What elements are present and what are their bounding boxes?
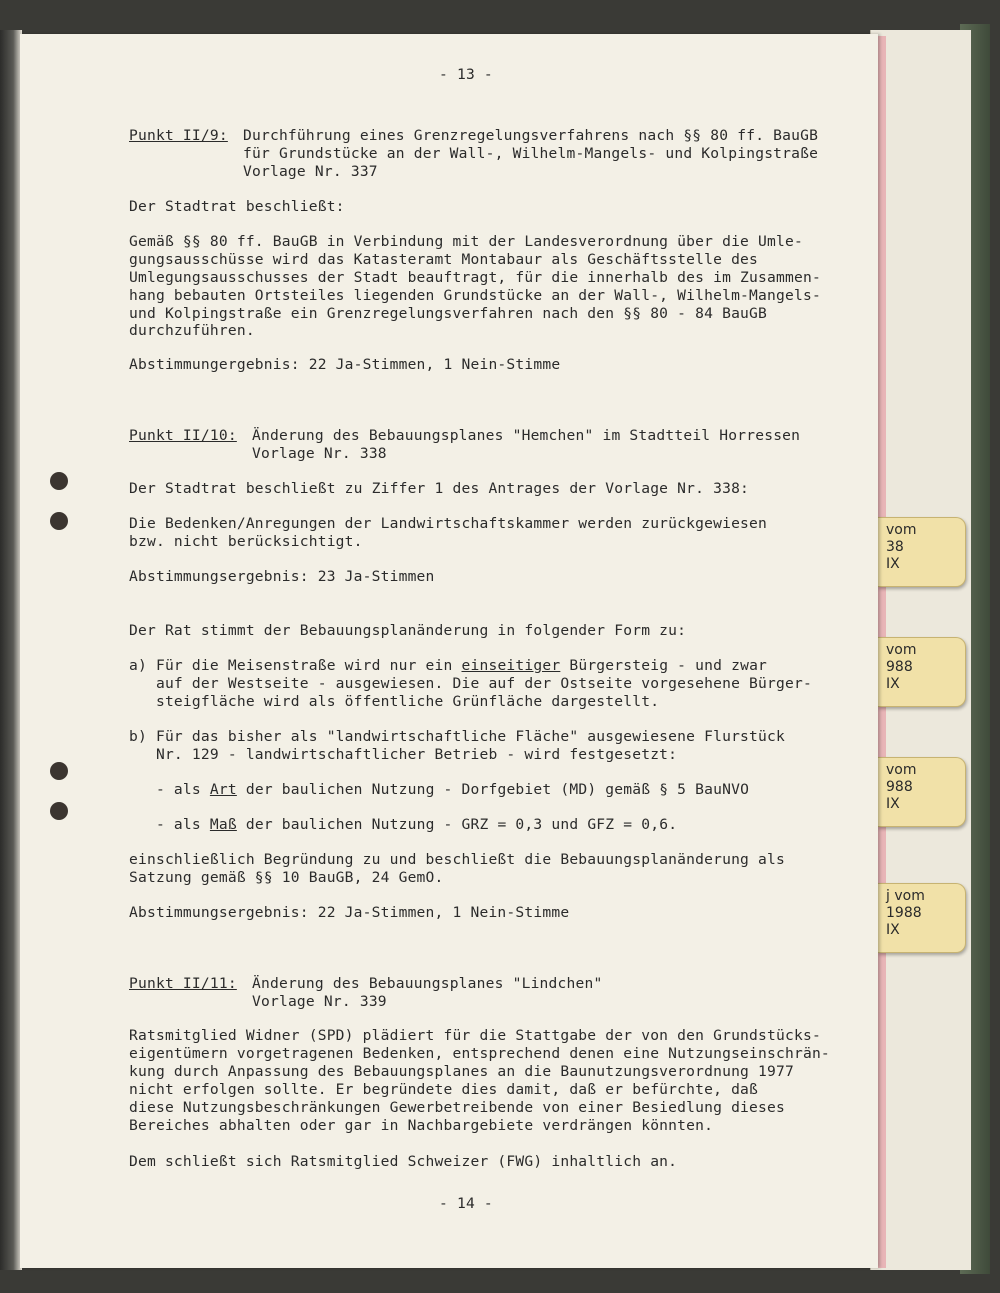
section-label: Punkt II/10:: [129, 427, 237, 444]
section-title-line: Vorlage Nr. 339: [252, 993, 387, 1010]
vote-result: Abstimmungsergebnis: 22 Ja-Stimmen, 1 Nein-Stimme: [129, 904, 570, 921]
sticky-tab-4: [878, 883, 966, 953]
resolution-intro: Der Stadtrat beschließt zu Ziffer 1 des Antrages der Vorlage Nr. 338:: [129, 480, 750, 497]
section-title-line: Vorlage Nr. 338: [252, 445, 387, 462]
sticky-tab-2: [878, 637, 966, 707]
sticky-tab-3: [878, 757, 966, 827]
body-line: Ratsmitglied Widner (SPD) plädiert für die Stattgabe der von den Grundstücks-: [129, 1027, 821, 1044]
section-label: Punkt II/11:: [129, 975, 237, 992]
page-number-bottom: - 14 -: [439, 1195, 493, 1212]
body-line: durchzuführen.: [129, 322, 255, 339]
item-b-line-2: Nr. 129 - landwirtschaftlicher Betrieb - wird festgesetzt:: [129, 746, 678, 763]
tab-text-line: 38: [886, 539, 904, 555]
sticky-tab-1: [878, 517, 966, 587]
text-fragment: Bürgersteig - und zwar: [560, 657, 768, 674]
vote-result: Abstimmungergebnis: 22 Ja-Stimmen, 1 Nein-Stimme: [129, 356, 561, 373]
text-fragment: - als: [129, 816, 210, 833]
tab-text-line: 988: [886, 659, 913, 675]
text-fragment: - als: [129, 781, 210, 798]
document-page: [20, 34, 878, 1268]
body-line: diese Nutzungsbeschränkungen Gewerbetreibende von einer Besiedlung dieses: [129, 1099, 785, 1116]
section-title-line: Vorlage Nr. 337: [243, 163, 378, 180]
body-line: Gemäß §§ 80 ff. BauGB in Verbindung mit der Landesverordnung über die Umle-: [129, 233, 803, 250]
body-line: gungsausschüsse wird das Katasteramt Montabaur als Geschäftsstelle des: [129, 251, 759, 268]
underlined-term: Maß: [209, 816, 237, 833]
section-title-line: Änderung des Bebauungsplanes "Lindchen": [252, 975, 603, 992]
body-line: und Kolpingstraße ein Grenzregelungsverfahren nach den §§ 80 - 84 BauGB: [129, 305, 768, 322]
item-a-line-1: [129, 657, 767, 675]
vote-result: Abstimmungsergebnis: 23 Ja-Stimmen: [129, 568, 435, 585]
underlined-term: Art: [209, 781, 237, 798]
body-line: Umlegungsausschusses der Stadt beauftragt, für die innerhalb des im Zusammen-: [129, 269, 821, 286]
tab-text-line: IX: [886, 556, 900, 572]
tab-text-line: IX: [886, 922, 900, 938]
tab-text-line: vom: [886, 762, 917, 778]
text-fragment: der baulichen Nutzung - Dorfgebiet (MD) gemäß § 5 BauNVO: [236, 781, 750, 798]
section-title-line: Durchführung eines Grenzregelungsverfahrens nach §§ 80 ff. BauGB: [243, 127, 819, 144]
section-title-line: für Grundstücke an der Wall-, Wilhelm-Mangels- und Kolpingstraße: [243, 145, 819, 162]
body-line: Satzung gemäß §§ 10 BauGB, 24 GemO.: [129, 869, 444, 886]
binder-spine-left: [0, 30, 22, 1270]
closing-line: Dem schließt sich Ratsmitglied Schweizer (FWG) inhaltlich an.: [129, 1153, 678, 1170]
punch-hole: [50, 512, 68, 530]
section-label: Punkt II/9:: [129, 127, 228, 144]
punch-hole: [50, 472, 68, 490]
tab-text-line: vom: [886, 642, 917, 658]
item-a-line-2: auf der Westseite - ausgewiesen. Die auf der Ostseite vorgesehene Bürger-: [129, 675, 812, 692]
punch-hole: [50, 802, 68, 820]
text-fragment: a) Für die Meisenstraße wird nur ein: [129, 657, 462, 674]
item-a-line-3: steigfläche wird als öffentliche Grünfläche dargestellt.: [129, 693, 660, 710]
tab-text-line: j vom: [886, 888, 925, 904]
page-number-top: - 13 -: [439, 66, 493, 83]
body-line: eigentümern vorgetragenen Bedenken, entsprechend denen eine Nutzungseinschrän-: [129, 1045, 830, 1062]
tab-text-line: 988: [886, 779, 913, 795]
tab-text-line: vom: [886, 522, 917, 538]
section-title-line: Änderung des Bebauungsplanes "Hemchen" im Stadtteil Horressen: [252, 427, 801, 444]
body-line: nicht erfolgen sollte. Er begründete dies damit, daß er befürchte, daß: [129, 1081, 759, 1098]
tab-text-line: IX: [886, 676, 900, 692]
underlined-term: einseitiger: [461, 657, 561, 674]
body-line: Bereiches abhalten oder gar in Nachbargebiete verdrängen könnten.: [129, 1117, 714, 1134]
body-line: Die Bedenken/Anregungen der Landwirtschaftskammer werden zurückgewiesen: [129, 515, 768, 532]
body-line: bzw. nicht berücksichtigt.: [129, 533, 363, 550]
text-fragment: der baulichen Nutzung - GRZ = 0,3 und GFZ = 0,6.: [236, 816, 678, 833]
consent-line: Der Rat stimmt der Bebauungsplanänderung in folgender Form zu:: [129, 622, 687, 639]
tab-text-line: 1988: [886, 905, 922, 921]
tab-text-line: IX: [886, 796, 900, 812]
body-line: einschließlich Begründung zu und beschließt die Bebauungsplanänderung als: [129, 851, 785, 868]
body-line: kung durch Anpassung des Bebauungsplanes an die Baunutzungsverordnung 1977: [129, 1063, 794, 1080]
item-b-line-1: b) Für das bisher als "landwirtschaftliche Fläche" ausgewiesene Flurstück: [129, 728, 785, 745]
resolution-intro: Der Stadtrat beschließt:: [129, 198, 345, 215]
punch-hole: [50, 762, 68, 780]
dash-item-art: [129, 781, 749, 799]
body-line: hang bebauten Ortsteiles liegenden Grundstücke an der Wall-, Wilhelm-Mangels-: [129, 287, 821, 304]
dash-item-mass: [129, 816, 677, 834]
